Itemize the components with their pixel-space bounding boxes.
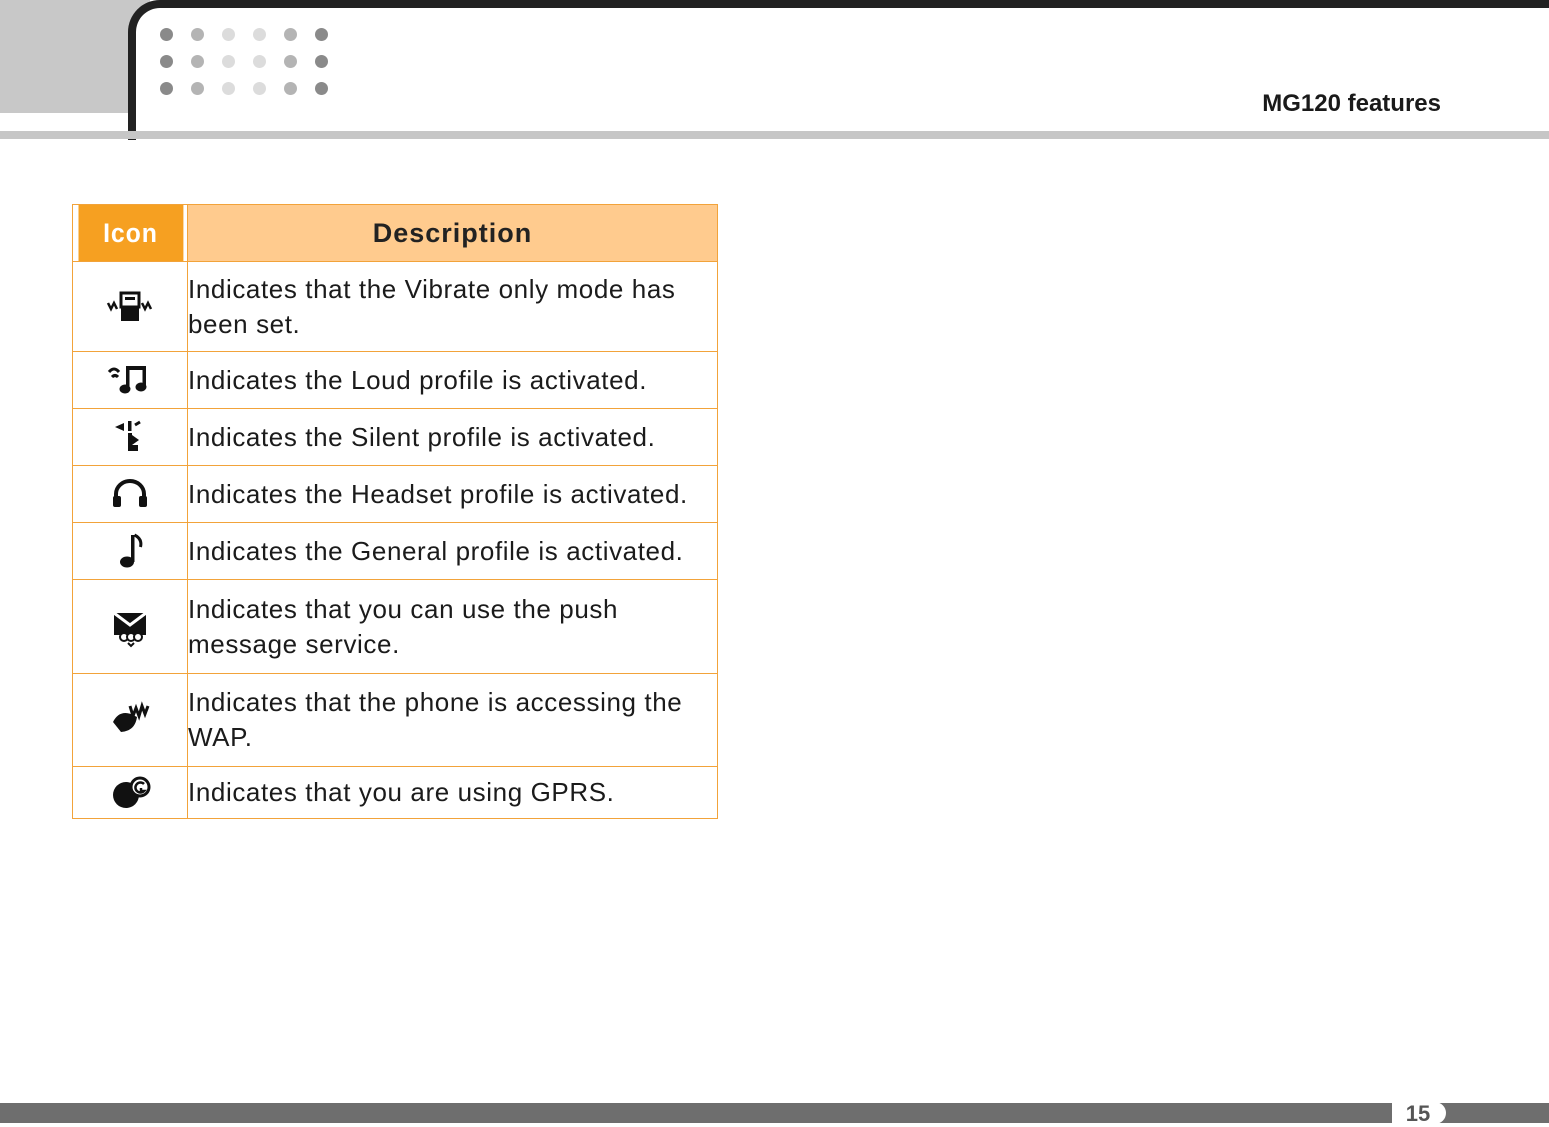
header-dot — [160, 55, 173, 68]
silent-profile-icon — [104, 415, 156, 459]
header-dot — [160, 82, 173, 95]
header-dot — [222, 28, 235, 41]
gprs-icon — [104, 771, 156, 815]
icon-column-header: Icon — [77, 205, 183, 262]
icon-cell — [73, 352, 188, 409]
table-row — [73, 767, 718, 819]
header-dot — [315, 55, 328, 68]
table-row — [73, 674, 718, 767]
icon-cell — [73, 409, 188, 466]
icon-cell — [73, 674, 188, 767]
icon-cell — [73, 262, 188, 352]
icon-cell — [73, 466, 188, 523]
description-cell: Indicates the Headset profile is activated. — [188, 466, 718, 523]
table-row — [73, 466, 718, 523]
header-dot — [191, 55, 204, 68]
description-cell: Indicates the Silent profile is activated. — [188, 409, 718, 466]
status-icon-table — [72, 204, 718, 819]
header-dot — [191, 82, 204, 95]
header-dot — [222, 82, 235, 95]
header-dot — [253, 55, 266, 68]
header-dot — [284, 82, 297, 95]
header-dot — [284, 55, 297, 68]
description-cell: Indicates that you are using GPRS. — [188, 767, 718, 819]
general-profile-icon — [104, 529, 156, 573]
description-cell: Indicates the General profile is activated. — [188, 523, 718, 580]
page-section-title: MG120 features — [1262, 90, 1441, 117]
push-message-icon — [104, 605, 156, 649]
headset-profile-icon — [104, 472, 156, 516]
footer-bar — [0, 1103, 1549, 1123]
vibrate-mode-icon — [104, 285, 156, 329]
header-dot — [284, 28, 297, 41]
table-row — [73, 409, 718, 466]
header-dot — [315, 82, 328, 95]
table-header-row — [73, 205, 718, 262]
description-cell: Indicates that the Vibrate only mode has been set. — [188, 262, 718, 352]
page-number: 15 — [1405, 1101, 1431, 1126]
wap-access-icon — [104, 698, 156, 742]
loud-profile-icon — [104, 358, 156, 402]
header-rule — [0, 131, 1549, 139]
table-row — [73, 262, 718, 352]
description-cell: Indicates that the phone is accessing the WAP. — [188, 674, 718, 767]
table-row — [73, 352, 718, 409]
icon-cell — [73, 580, 188, 674]
header-dot — [222, 55, 235, 68]
table-row — [73, 580, 718, 674]
description-cell: Indicates the Loud profile is activated. — [188, 352, 718, 409]
header-frame — [128, 0, 1549, 140]
icon-cell — [73, 767, 188, 819]
header-dot — [160, 28, 173, 41]
description-cell: Indicates that you can use the push message service. — [188, 580, 718, 674]
header-dot — [191, 28, 204, 41]
header-dot — [253, 82, 266, 95]
icon-cell — [73, 523, 188, 580]
table-row — [73, 523, 718, 580]
description-column-header: Description — [188, 205, 718, 262]
header-dot — [315, 28, 328, 41]
header-dot — [253, 28, 266, 41]
